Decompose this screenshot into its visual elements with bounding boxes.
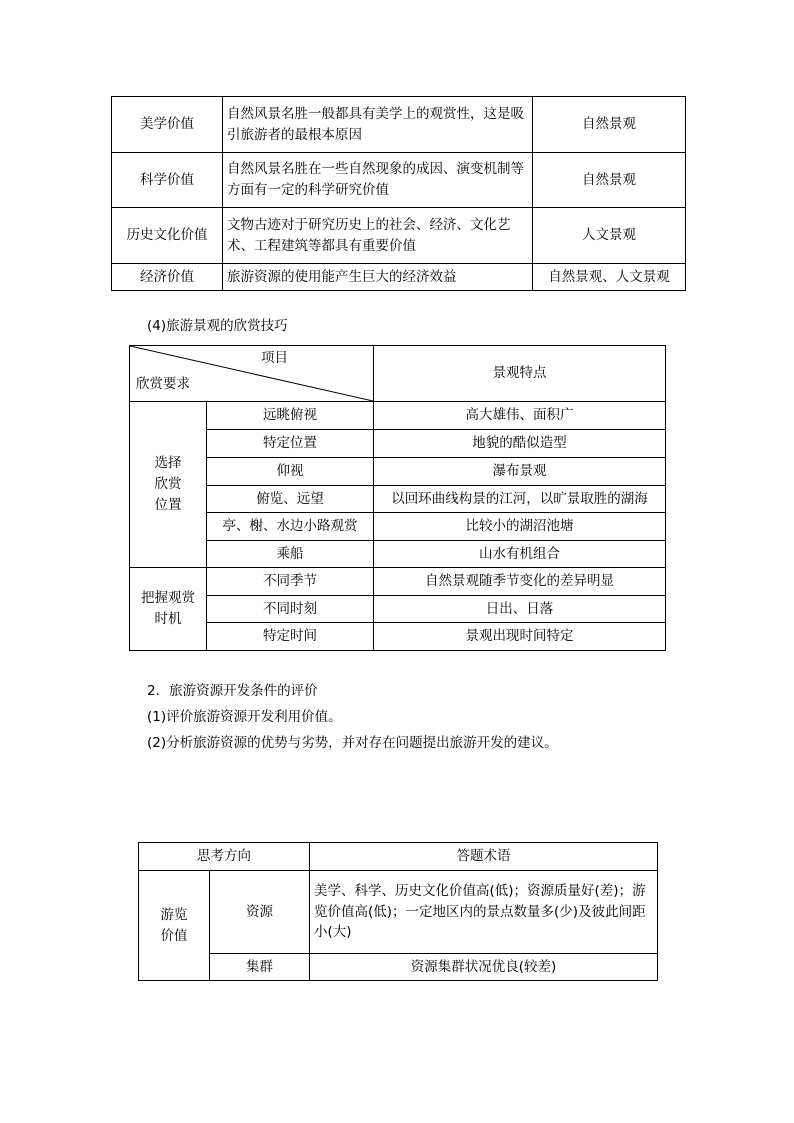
table-row [112, 264, 686, 291]
aspect-cell: 资源 [210, 871, 310, 954]
landscape-type-cell: 自然景观 [533, 97, 686, 153]
table-row [112, 153, 686, 208]
value-desc-cell: 自然风景名胜在一些自然现象的成因、演变机制等方面有一定的科学研究价值 [223, 153, 533, 208]
resource-value-table [111, 96, 686, 291]
method-cell: 不同季节 [207, 568, 374, 596]
table-row [130, 623, 666, 651]
group-label-position: 选择 欣赏 位置 [130, 402, 207, 568]
section-2-item-1: (1)评价旅游资源开发利用价值。 [147, 709, 342, 725]
aspect-cell: 集群 [210, 954, 310, 981]
value-desc-cell: 文物古迹对于研究历史上的社会、经济、文化艺术、工程建筑等都具有重要价值 [223, 208, 533, 264]
header-direction-cell: 思考方向 [139, 843, 310, 871]
feature-cell: 日出、日落 [374, 596, 666, 623]
method-cell: 特定位置 [207, 430, 374, 458]
method-cell: 不同时刻 [207, 596, 374, 623]
landscape-type-cell: 自然景观、人文景观 [533, 264, 686, 291]
feature-cell: 瀑布景观 [374, 458, 666, 486]
landscape-type-cell: 自然景观 [533, 153, 686, 208]
feature-cell: 景观出现时间特定 [374, 623, 666, 651]
feature-cell: 以回环曲线构景的江河，以旷景取胜的湖海 [374, 486, 666, 513]
table-row [130, 458, 666, 486]
value-desc-cell: 旅游资源的使用能产生巨大的经济效益 [223, 264, 533, 291]
value-name-cell: 经济价值 [112, 264, 223, 291]
table-row [130, 541, 666, 568]
table-row [112, 208, 686, 264]
feature-cell: 自然景观随季节变化的差异明显 [374, 568, 666, 596]
table-header-row [130, 346, 666, 402]
landscape-type-cell: 人文景观 [533, 208, 686, 264]
table-row [130, 430, 666, 458]
value-name-cell: 美学价值 [112, 97, 223, 153]
terms-cell: 美学、科学、历史文化价值高(低)；资源质量好(差)；游览价值高(低)；一定地区内的景点数量多(少)及彼此间距小(大) [310, 871, 658, 954]
table-header-row [139, 843, 658, 871]
group-label-tour-value: 游览 价值 [139, 871, 210, 981]
method-cell: 乘船 [207, 541, 374, 568]
table-row [130, 596, 666, 623]
section-2-item-2: (2)分析旅游资源的优势与劣势，并对存在问题提出旅游开发的建议。 [147, 735, 558, 751]
table-row [139, 954, 658, 981]
method-cell: 远眺俯视 [207, 402, 374, 430]
table-row [112, 97, 686, 153]
section-4-title: (4)旅游景观的欣赏技巧 [147, 318, 288, 334]
value-name-cell: 科学价值 [112, 153, 223, 208]
method-cell: 俯览、远望 [207, 486, 374, 513]
group-label-timing: 把握观赏 时机 [130, 568, 207, 651]
header-feature-cell: 景观特点 [374, 346, 666, 402]
method-cell: 仰视 [207, 458, 374, 486]
table-row [139, 871, 658, 954]
table-row [130, 486, 666, 513]
answer-terms-table [138, 842, 658, 981]
diagonal-header-cell [130, 346, 374, 402]
section-2-title: 2．旅游资源开发条件的评价 [147, 683, 318, 699]
header-terms-cell: 答题术语 [310, 843, 658, 871]
method-cell: 亭、榭、水边小路观赏 [207, 513, 374, 541]
table-row [130, 568, 666, 596]
feature-cell: 山水有机组合 [374, 541, 666, 568]
feature-cell: 高大雄伟、面积广 [374, 402, 666, 430]
feature-cell: 比较小的湖沼池塘 [374, 513, 666, 541]
table-row [130, 402, 666, 430]
value-name-cell: 历史文化价值 [112, 208, 223, 264]
feature-cell: 地貌的酷似造型 [374, 430, 666, 458]
table-row [130, 513, 666, 541]
header-item-label: 项目 [261, 350, 288, 366]
value-desc-cell: 自然风景名胜一般都具有美学上的观赏性，这是吸引旅游者的最根本原因 [223, 97, 533, 153]
terms-cell: 资源集群状况优良(较差) [310, 954, 658, 981]
appreciation-skills-table [129, 345, 666, 651]
header-requirement-label: 欣赏要求 [136, 376, 190, 393]
method-cell: 特定时间 [207, 623, 374, 651]
